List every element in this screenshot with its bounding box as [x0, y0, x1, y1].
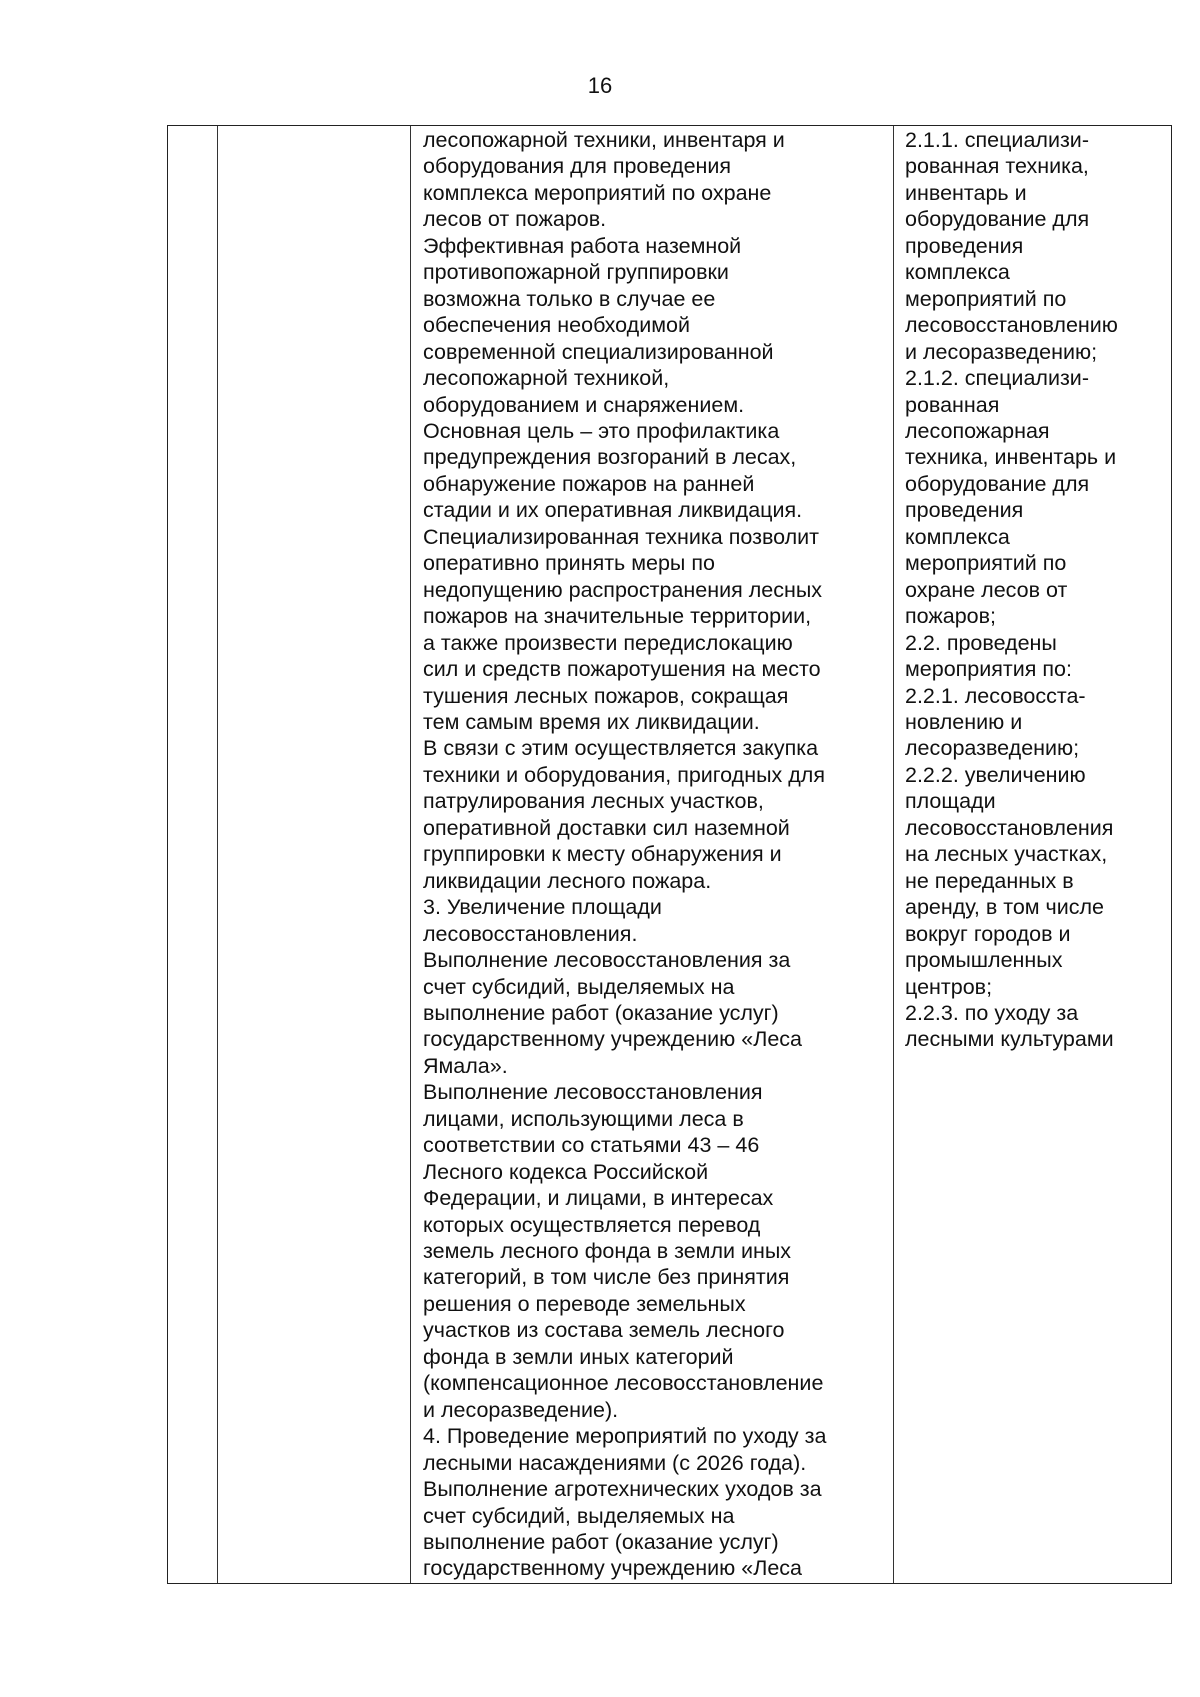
results-text-line: мероприятий по [905, 551, 1067, 576]
results-text-line: новлению и [905, 709, 1023, 734]
description-text-line: оборудованием и снаряжением. [423, 392, 745, 417]
description-text-line: государственному учреждению «Леса [423, 1027, 802, 1052]
results-text-line: площади [905, 789, 996, 814]
description-text-line: техники и оборудования, пригодных для [423, 762, 825, 787]
description-text-line: земель лесного фонда в земли иных [423, 1239, 792, 1264]
results-text-line: центров; [905, 974, 993, 999]
description-text-line: а также произвести передислокацию [423, 630, 793, 655]
description-text-line: лесопожарной техники, инвентаря и [423, 128, 785, 152]
results-text-line: мероприятия по: [905, 657, 1072, 682]
results-text-line: лесоразведению; [905, 736, 1080, 761]
results-text-line: не переданных в [905, 868, 1074, 893]
results-text-line: лесопожарная [905, 418, 1050, 443]
results-text-line: промышленных [905, 948, 1063, 973]
description-text-line: Лесного кодекса Российской [423, 1159, 709, 1184]
table-cell-results [894, 126, 1171, 1583]
description-text-line: которых осуществляется перевод [423, 1212, 761, 1237]
description-text-line: Выполнение лесовосстановления за [423, 948, 791, 973]
results-text-line: 2.1.2. специализи- [905, 366, 1089, 391]
description-text-line: возможна только в случае ее [423, 286, 716, 311]
description-text-line: сил и средств пожаротушения на место [423, 657, 821, 682]
description-text-line: выполнение работ (оказание услуг) [423, 1000, 779, 1025]
description-text-line: (компенсационное лесовосстановление [423, 1371, 824, 1396]
results-text-line: 2.2.1. лесовосста- [905, 683, 1086, 708]
results-text-line: рованная техника, [905, 154, 1089, 179]
results-text-line: оборудование для [905, 471, 1090, 496]
description-text-line: противопожарной группировки [423, 260, 729, 285]
description-text-line: и лесоразведение). [423, 1397, 619, 1422]
description-text-line: группировки к месту обнаружения и [423, 842, 782, 867]
description-text-line: Выполнение лесовосстановления [423, 1080, 763, 1105]
description-text-line: Федерации, и лицами, в интересах [423, 1186, 774, 1211]
description-text-line: оперативно принять меры по [423, 551, 715, 576]
results-text-line: и лесоразведению; [905, 339, 1098, 364]
description-text-line: Основная цель – это профилактика [423, 418, 780, 443]
description-text-line: патрулирования лесных участков, [423, 789, 764, 814]
results-text-line: вокруг городов и [905, 921, 1071, 946]
description-text-line: Ямала». [423, 1053, 508, 1078]
description-text-line: государственному учреждению «Леса [423, 1556, 802, 1581]
results-text-line: проведения [905, 233, 1024, 258]
description-text-line: оперативной доставки сил наземной [423, 815, 790, 840]
results-text-line: аренду, в том числе [905, 895, 1105, 920]
results-text-line: 2.2. проведены [905, 630, 1057, 655]
description-text-line: решения о переводе земельных [423, 1291, 746, 1316]
description-text-line: Выполнение агротехнических уходов за [423, 1477, 822, 1502]
results-text-line: оборудование для [905, 207, 1090, 232]
description-text-line: лицами, использующими леса в [423, 1106, 744, 1131]
results-text-line: комплекса [905, 524, 1010, 549]
description-text-line: участков из состава земель лесного [423, 1318, 785, 1343]
description-text-line: выполнение работ (оказание услуг) [423, 1530, 779, 1555]
description-text-line: счет субсидий, выделяемых на [423, 1503, 735, 1528]
description-text-line: Эффективная работа наземной [423, 233, 742, 258]
description-text-line: фонда в земли иных категорий [423, 1344, 734, 1369]
description-text-line: тем самым время их ликвидации. [423, 709, 760, 734]
description-text-line: лесопожарной техникой, [423, 366, 670, 391]
results-text-line: лесовосстановлению [905, 313, 1118, 338]
description-text-line: стадии и их оперативная ликвидация. [423, 498, 803, 523]
description-text-line: недопущению распространения лесных [423, 577, 823, 602]
description-text-line: современной специализированной [423, 339, 774, 364]
description-text-line: категорий, в том числе без принятия [423, 1265, 790, 1290]
table-cell-number [168, 126, 218, 1583]
results-text-line: проведения [905, 498, 1024, 523]
description-text-line: обеспечения необходимой [423, 313, 690, 338]
description-text-line: обнаружение пожаров на ранней [423, 471, 755, 496]
table-cell-description [411, 126, 894, 1583]
description-text-line: лесов от пожаров. [423, 207, 607, 232]
page-number: 16 [587, 73, 613, 98]
description-text-line: В связи с этим осуществляется закупка [423, 736, 819, 761]
description-text-line: ликвидации лесного пожара. [423, 868, 712, 893]
results-text-line: техника, инвентарь и [905, 445, 1117, 470]
description-text-line: комплекса мероприятий по охране [423, 180, 772, 205]
results-text-line: 2.2.3. по уходу за [905, 1000, 1079, 1025]
document-table [167, 125, 1172, 1584]
description-text-line: предупреждения возгораний в лесах, [423, 445, 797, 470]
results-text-line: инвентарь и [905, 180, 1027, 205]
description-text-line: лесными насаждениями (с 2026 года). [423, 1450, 807, 1475]
table-cell-name [218, 126, 411, 1583]
results-text-line: пожаров; [905, 604, 997, 629]
results-text-line: на лесных участках, [905, 842, 1108, 867]
description-text-line: соответствии со статьями 43 – 46 [423, 1133, 760, 1158]
description-text-line: тушения лесных пожаров, сокращая [423, 683, 789, 708]
results-text-line: комплекса [905, 260, 1010, 285]
results-text-line: лесными культурами [905, 1027, 1114, 1052]
description-text-line: 4. Проведение мероприятий по уходу за [423, 1424, 827, 1449]
description-text-line: оборудования для проведения [423, 154, 732, 179]
description-text-line: счет субсидий, выделяемых на [423, 974, 735, 999]
description-text-line: 3. Увеличение площади [423, 895, 662, 920]
results-text-line: лесовосстановления [905, 815, 1114, 840]
results-text-line: 2.2.2. увеличению [905, 762, 1086, 787]
results-text-line: 2.1.1. специализи- [905, 128, 1089, 152]
results-text-line: мероприятий по [905, 286, 1067, 311]
results-text-line: рованная [905, 392, 1000, 417]
description-text-line: Специализированная техника позволит [423, 524, 820, 549]
description-text-line: лесовосстановления. [423, 921, 638, 946]
results-text-line: охране лесов от [905, 577, 1068, 602]
description-text-line: пожаров на значительные территории, [423, 604, 812, 629]
